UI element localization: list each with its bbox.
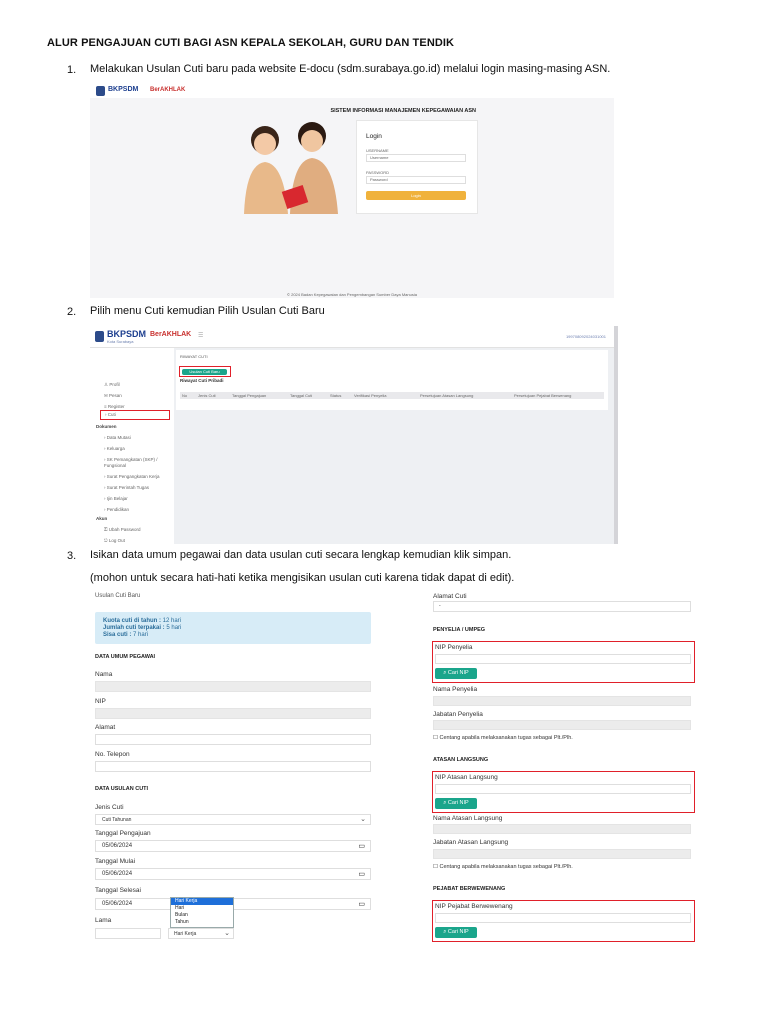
search-icon: ⌕ [443,670,447,676]
tanggal-pengajuan-input[interactable] [95,840,371,852]
document-title: ALUR PENGAJUAN CUTI BAGI ASN KEPALA SEKOLAH, GURU DAN TENDIK [47,37,455,49]
system-heading: SISTEM INFORMASI MANAJEMEN KEPEGAWAIAN ASN [330,108,476,114]
col-jenis-cuti: Jenis Cuti [198,393,216,398]
col-tanggal-pengajuan: Tanggal Pengajuan [232,393,267,398]
key-icon: ⚿ [104,527,108,532]
login-screenshot [90,84,614,298]
surabaya-logo-icon [95,331,104,342]
jabatan-penyelia-field[interactable] [433,720,691,730]
tanggal-mulai-label: Tanggal Mulai [95,858,136,865]
option-bulan[interactable]: Bulan [175,912,188,918]
jabatan-penyelia-label: Jabatan Penyelia [433,711,483,718]
brand-berakhlak: BerAKHLAK [150,87,186,93]
sidebar-item-cuti[interactable]: › Cuti [100,410,170,420]
plt-atasan-checkbox-row[interactable]: ☐ Centang apabila melaksanakan tugas sebagai Plt./Plh. [433,864,573,870]
nip-penyelia-label: NIP Penyelia [435,644,473,651]
col-no: No [182,393,188,398]
checkbox-icon[interactable]: ☐ [433,735,438,741]
tanggal-pengajuan-label: Tanggal Pengajuan [95,830,151,837]
sidebar-item-sk-pemangkatan[interactable]: › SK Pemangkatan (SKP) / Fungsional [104,457,158,468]
tanggal-pengajuan-value: 05/06/2024 [102,843,133,849]
nama-penyelia-label: Nama Penyelia [433,686,478,693]
alamat-field[interactable] [95,734,371,745]
alamat-cuti-label: Alamat Cuti [433,593,467,600]
scrollbar[interactable] [614,326,618,544]
plt-penyelia-checkbox-row[interactable]: ☐ Centang apabila melaksanakan tugas sebagai Plt./Plh. [433,735,573,741]
section-data-umum: DATA UMUM PEGAWAI [95,654,156,660]
col-status: Status [330,393,342,398]
password-label: PASSWORD [366,170,390,175]
sidebar-item-pendidikan[interactable]: › Pendidikan [104,507,130,512]
riwayat-table-header [180,392,604,399]
brand-bkpsdm: BKPSDM [108,86,139,93]
option-hari-kerja[interactable]: Hari Kerja [171,898,233,905]
lama-input[interactable] [95,928,161,939]
calendar-icon[interactable]: ▭ [358,843,365,850]
quota-remaining: Sisa cuti : 7 hari [103,632,149,638]
usulan-cuti-baru-button[interactable]: Usulan Cuti Baru [182,369,227,375]
calendar-icon[interactable]: ▭ [358,901,365,908]
nip-pejabat-label: NIP Pejabat Berwewenang [435,903,513,910]
nama-penyelia-field[interactable] [433,696,691,706]
cari-nip-pejabat-button[interactable]: ⌕ Cari NIP [435,927,477,938]
step-2-number: 2. [67,306,77,318]
section-penyelia: PENYELIA / UMPEG [433,627,486,633]
step-2-text: Pilih menu Cuti kemudian Pilih Usulan Cuti Baru [90,305,325,317]
search-icon: ⌕ [443,929,447,935]
quota-used: Jumlah cuti terpakai : 5 hari [103,625,182,631]
menu-toggle-icon[interactable]: ☰ [198,333,204,339]
section-atasan: ATASAN LANGSUNG [433,757,489,763]
option-hari[interactable]: Hari [175,905,185,911]
nama-label: Nama [95,671,113,678]
sidebar-item-log-out[interactable]: ⎋ Log Out [104,538,125,543]
sidebar-heading-dokumen: Dokumen [96,424,117,429]
telepon-field[interactable] [95,761,371,772]
nip-label: NIP [95,698,106,705]
riwayat-cuti-panel [176,350,608,410]
sidebar-item-data-mutasi[interactable]: › Data Mutasi [104,435,131,440]
nip-atasan-label: NIP Atasan Langsung [435,774,498,781]
nama-field[interactable] [95,681,371,692]
jenis-cuti-label: Jenis Cuti [95,804,124,811]
lama-label: Lama [95,917,112,924]
jenis-cuti-select[interactable] [95,814,371,825]
login-button[interactable]: Login [366,191,466,200]
form-title: Usulan Cuti Baru [95,593,141,599]
col-persetujuan-atasan: Persetujuan Atasan Langsung [420,393,474,398]
nip-pejabat-highlight [432,900,695,942]
sidebar-item-ubah-password[interactable]: ⚿ Ubah Password [104,527,141,532]
tanggal-selesai-label: Tanggal Selesai [95,887,141,894]
alamat-label: Alamat [95,724,116,731]
search-icon: ⌕ [443,800,447,806]
checkbox-icon[interactable]: ☐ [433,864,438,870]
lama-unit-value: Hari Kerja [174,931,197,937]
sidebar-item-ijin-belajar[interactable]: › Ijin Belajar [104,496,128,501]
cari-nip-atasan-button[interactable]: ⌕ Cari NIP [435,798,477,809]
login-title: Login [366,133,382,140]
step-3-number: 3. [67,550,77,562]
nip-penyelia-highlight [432,641,695,683]
nip-penyelia-input[interactable] [435,654,691,664]
panel-title: RIWAYAT CUTI [180,354,208,359]
login-header-bar [90,84,614,98]
nama-atasan-label: Nama Atasan Langsung [433,815,503,822]
tanggal-selesai-value: 05/06/2024 [102,901,133,907]
quota-info-box [95,612,371,644]
sidebar-item-surat-pengangkatan[interactable]: › Surat Pengangkatan Kerja [104,474,160,479]
jenis-cuti-value: Cuti Tahunan [102,817,132,823]
calendar-icon[interactable]: ▭ [358,871,365,878]
section-data-usulan: DATA USULAN CUTI [95,786,149,792]
civil-servants-illustration [230,120,350,214]
usulan-form-right [425,590,705,950]
sidebar-item-profil[interactable]: ♙ Profil [104,382,120,387]
message-icon: ✉ [104,393,108,398]
chevron-right-icon: › [105,412,107,417]
username-label: USERNAME [366,148,389,153]
surabaya-logo-icon [96,86,105,96]
quota-total: Kuota cuti di tahun : 12 hari [103,618,182,624]
lama-unit-select[interactable] [168,928,234,939]
step-3-text: Isikan data umum pegawai dan data usulan cuti secara lengkap kemudian klik simpan. [90,549,512,561]
tanggal-mulai-input[interactable] [95,868,371,880]
login-card [356,120,478,214]
col-persetujuan-pejabat: Persetujuan Pejabat Berwenang [514,393,572,398]
nama-atasan-field[interactable] [433,824,691,834]
riwayat-pribadi-title: Riwayat Cuti Pribadi [180,378,224,383]
dashboard-screenshot [90,326,618,544]
step-1-text: Melakukan Usulan Cuti baru pada website E-docu (sdm.surabaya.go.id) melalui login masing-masing ASN. [90,63,611,75]
sidebar-item-keluarga[interactable]: › Keluarga [104,446,125,451]
sidebar-item-surat-perintah[interactable]: › Surat Perintah Tugas [104,485,150,490]
logout-icon: ⎋ [104,538,108,543]
alamat-cuti-field[interactable]: - [433,601,691,612]
user-id-link[interactable]: 199708092024031001 [565,334,606,339]
nip-atasan-highlight [432,771,695,813]
password-input[interactable]: Password [366,176,466,184]
dashboard-header [90,326,618,348]
telepon-label: No. Telepon [95,751,130,758]
person-icon: ♙ [104,382,109,387]
login-footer: © 2024 Badan Kepegawaian dan Pengembangan Sumber Daya Manusia [287,292,417,297]
chevron-down-icon: ⌄ [224,930,230,937]
cari-nip-penyelia-button[interactable]: ⌕ Cari NIP [435,668,477,679]
sidebar [90,348,174,544]
nip-pejabat-input[interactable] [435,913,691,923]
chevron-down-icon: ⌄ [360,816,366,823]
jabatan-atasan-field[interactable] [433,849,691,859]
sidebar-item-register[interactable]: ≡ Register [104,404,125,409]
section-pejabat: PEJABAT BERWEWENANG [433,886,506,892]
col-verifikasi-penyelia: Verifikasi Penyelia [354,393,387,398]
jabatan-atasan-label: Jabatan Atasan Langsung [433,839,509,846]
step-3-note: (mohon untuk secara hati-hati ketika mengisikan usulan cuti karena tidak dapat di edit). [90,572,515,584]
usulan-cuti-baru-highlight [179,366,231,377]
option-tahun[interactable]: Tahun [175,919,189,925]
brand-berakhlak: BerAKHLAK [150,331,192,338]
username-input[interactable]: Username [366,154,466,162]
nip-field[interactable] [95,708,371,719]
nip-atasan-input[interactable] [435,784,691,794]
step-1-number: 1. [67,64,77,76]
usulan-form-left [90,590,380,950]
sidebar-item-pesan[interactable]: ✉ Pesan [104,393,122,398]
col-tanggal-cuti: Tanggal Cuti [290,393,313,398]
sidebar-heading-akun: Akun [96,516,108,521]
tanggal-mulai-value: 05/06/2024 [102,871,133,877]
list-icon: ≡ [104,404,107,409]
brand-subtitle: Kota Surabaya [107,339,134,344]
brand-bkpsdm: BKPSDM [107,329,147,339]
lama-unit-dropdown [170,897,234,928]
